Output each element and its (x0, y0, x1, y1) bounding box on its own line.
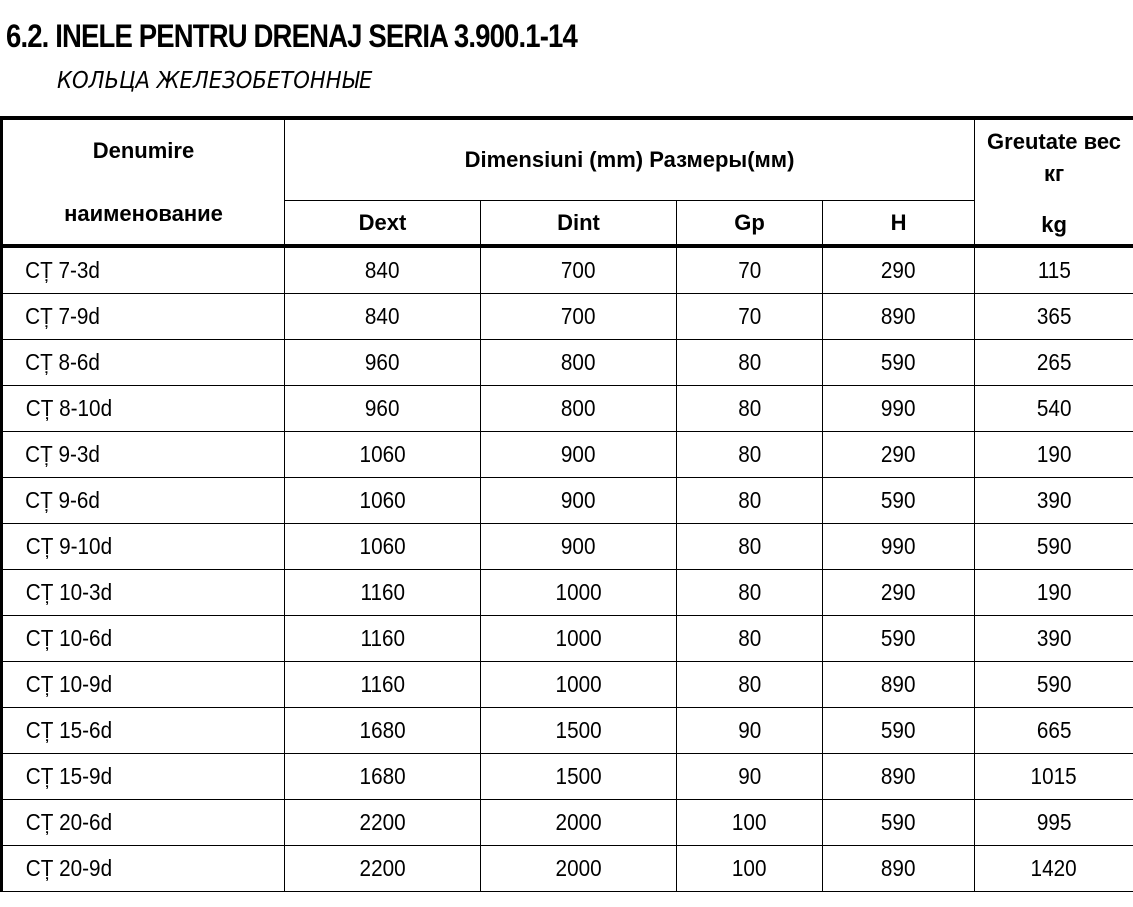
cell-h (823, 662, 975, 708)
cell-h-text: 290 (881, 579, 916, 605)
cell-name (2, 616, 285, 662)
cell-dext-text: 1160 (360, 579, 405, 605)
cell-h-text: 590 (881, 487, 916, 513)
cell-name-text: CȚ 20-9d (25, 855, 113, 881)
cell-dext-text: 2200 (359, 809, 406, 835)
cell-weight-text: 390 (1036, 487, 1072, 513)
cell-gp (677, 800, 823, 846)
cell-h-text: 590 (881, 809, 916, 835)
cell-gp-text: 80 (737, 349, 762, 375)
cell-gp-text: 80 (737, 441, 762, 467)
cell-name (2, 570, 285, 616)
cell-dext (285, 246, 481, 294)
cell-weight (975, 386, 1133, 432)
table-row (2, 478, 1133, 524)
header-h: H (823, 201, 975, 247)
cell-h-text: 590 (881, 625, 916, 651)
cell-h (823, 246, 975, 294)
cell-h (823, 754, 975, 800)
cell-gp (677, 294, 823, 340)
cell-dext (285, 754, 481, 800)
cell-gp-text: 70 (737, 257, 762, 283)
cell-gp-text: 70 (737, 303, 762, 329)
cell-name (2, 708, 285, 754)
cell-dext (285, 708, 481, 754)
cell-dint (481, 662, 677, 708)
cell-dext (285, 524, 481, 570)
cell-gp (677, 524, 823, 570)
cell-dext (285, 478, 481, 524)
cell-gp (677, 754, 823, 800)
cell-dint-text: 1000 (555, 671, 602, 697)
cell-gp (677, 708, 823, 754)
cell-name-text: CȚ 7-3d (25, 257, 100, 283)
cell-name-text: CȚ 10-3d (25, 579, 113, 605)
cell-weight (975, 616, 1133, 662)
cell-name-text: CȚ 9-6d (25, 487, 100, 513)
table-row (2, 340, 1133, 386)
table-row (2, 800, 1133, 846)
table-row (2, 432, 1133, 478)
cell-dext-text: 960 (365, 349, 400, 375)
table-body (2, 118, 1133, 892)
cell-dint-text: 1500 (555, 763, 602, 789)
cell-weight (975, 754, 1133, 800)
cell-dext (285, 570, 481, 616)
cell-h (823, 294, 975, 340)
cell-dint-text: 700 (561, 257, 596, 283)
cell-name (2, 340, 285, 386)
cell-dint-text: 900 (561, 441, 596, 467)
cell-gp (677, 246, 823, 294)
cell-dint (481, 800, 677, 846)
cell-dint (481, 616, 677, 662)
cell-dint (481, 570, 677, 616)
cell-gp (677, 432, 823, 478)
cell-dint-text: 900 (561, 533, 596, 559)
cell-h (823, 478, 975, 524)
cell-h-text: 890 (881, 855, 916, 881)
cell-gp-text: 80 (737, 487, 762, 513)
cell-weight-text: 190 (1036, 579, 1072, 605)
cell-dint (481, 708, 677, 754)
cell-h-text: 590 (881, 349, 916, 375)
cell-weight-text: 390 (1036, 625, 1072, 651)
cell-name-text: CȚ 10-9d (25, 671, 113, 697)
cell-weight-text: 190 (1036, 441, 1072, 467)
cell-weight (975, 340, 1133, 386)
cell-weight-text: 590 (1036, 671, 1072, 697)
cell-dext-text: 1060 (359, 487, 406, 513)
cell-dint-text: 2000 (555, 855, 602, 881)
cell-gp-text: 80 (737, 395, 762, 421)
cell-name (2, 524, 285, 570)
cell-name-text: CȚ 8-10d (25, 395, 113, 421)
cell-h (823, 616, 975, 662)
cell-gp-text: 80 (737, 671, 762, 697)
cell-h (823, 524, 975, 570)
table-row (2, 294, 1133, 340)
cell-dint (481, 386, 677, 432)
cell-weight (975, 524, 1133, 570)
cell-dint-text: 700 (561, 303, 596, 329)
header-dext: Dext (285, 201, 481, 247)
cell-dext-text: 1680 (359, 763, 406, 789)
cell-gp (677, 570, 823, 616)
table-row (2, 386, 1133, 432)
header-gp: Gp (677, 201, 823, 247)
cell-dint-text: 1500 (555, 717, 602, 743)
cell-weight (975, 246, 1133, 294)
cell-h-text: 290 (881, 257, 916, 283)
cell-weight (975, 800, 1133, 846)
cell-gp (677, 340, 823, 386)
cell-name (2, 800, 285, 846)
cell-name (2, 846, 285, 892)
table-row (2, 846, 1133, 892)
cell-name (2, 754, 285, 800)
cell-weight-text: 1015 (1031, 763, 1078, 789)
cell-name-text: CȚ 7-9d (25, 303, 100, 329)
cell-weight-text: 115 (1037, 257, 1071, 283)
cell-gp-text: 90 (737, 717, 762, 743)
cell-dext (285, 662, 481, 708)
table-row (2, 524, 1133, 570)
cell-h (823, 386, 975, 432)
cell-h (823, 340, 975, 386)
cell-dext-text: 1060 (359, 441, 406, 467)
header-weight-unit: kg (1041, 212, 1067, 237)
header-row-top (2, 118, 1133, 201)
rings-table (0, 116, 1133, 892)
cell-h-text: 590 (881, 717, 916, 743)
cell-name (2, 246, 285, 294)
cell-h (823, 708, 975, 754)
cell-dext (285, 294, 481, 340)
cell-weight (975, 294, 1133, 340)
cell-h (823, 570, 975, 616)
cell-name-text: CȚ 15-6d (25, 717, 113, 743)
cell-weight (975, 662, 1133, 708)
cell-dint (481, 524, 677, 570)
cell-dint-text: 1000 (555, 579, 602, 605)
cell-dint (481, 340, 677, 386)
cell-dext-text: 1060 (359, 533, 406, 559)
cell-dint (481, 294, 677, 340)
cell-h-text: 990 (881, 395, 916, 421)
cell-weight (975, 478, 1133, 524)
cell-name (2, 294, 285, 340)
cell-dext-text: 1160 (360, 671, 405, 697)
cell-dint-text: 2000 (555, 809, 602, 835)
cell-dext (285, 616, 481, 662)
header-denumire-ro: Denumire (92, 137, 195, 163)
cell-h-text: 890 (881, 671, 916, 697)
cell-weight (975, 708, 1133, 754)
cell-name-text: CȚ 10-6d (25, 625, 113, 651)
cell-gp (677, 846, 823, 892)
cell-dext-text: 2200 (359, 855, 406, 881)
cell-gp-text: 80 (737, 625, 762, 651)
cell-dext (285, 386, 481, 432)
table-row (2, 570, 1133, 616)
cell-h-text: 890 (881, 303, 916, 329)
cell-name (2, 432, 285, 478)
header-weight-label: Greutate вес кг (987, 129, 1122, 186)
cell-dint (481, 478, 677, 524)
cell-dext-text: 840 (365, 257, 400, 283)
table-row (2, 708, 1133, 754)
cell-name (2, 386, 285, 432)
header-dint: Dint (481, 201, 677, 247)
cell-name (2, 478, 285, 524)
cell-h (823, 432, 975, 478)
cell-weight-text: 365 (1036, 303, 1072, 329)
header-denumire-ru: наименование (64, 200, 223, 226)
cell-weight-text: 665 (1036, 717, 1072, 743)
cell-name-text: CȚ 8-6d (25, 349, 100, 375)
cell-weight-text: 265 (1036, 349, 1072, 375)
cell-dext (285, 432, 481, 478)
cell-name-text: CȚ 15-9d (25, 763, 113, 789)
cell-weight (975, 570, 1133, 616)
header-denumire (2, 118, 285, 246)
cell-dint (481, 432, 677, 478)
cell-weight (975, 432, 1133, 478)
cell-dext-text: 1680 (359, 717, 406, 743)
cell-dint-text: 800 (561, 395, 596, 421)
cell-name-text: CȚ 20-6d (25, 809, 113, 835)
table-row (2, 246, 1133, 294)
header-dimensions: Dimensiuni (mm) Размеры(мм) (285, 118, 975, 201)
cell-weight-text: 995 (1036, 809, 1072, 835)
cell-weight-text: 590 (1036, 533, 1072, 559)
cell-dext (285, 340, 481, 386)
cell-gp (677, 386, 823, 432)
table-row (2, 662, 1133, 708)
table-row (2, 616, 1133, 662)
cell-gp-text: 90 (737, 763, 762, 789)
cell-weight-text: 1420 (1031, 855, 1078, 881)
cell-dint-text: 800 (561, 349, 596, 375)
cell-dext-text: 1160 (360, 625, 405, 651)
cell-weight-text: 540 (1036, 395, 1072, 421)
cell-h-text: 890 (881, 763, 916, 789)
cell-name (2, 662, 285, 708)
cell-weight (975, 846, 1133, 892)
cell-gp (677, 662, 823, 708)
cell-dint (481, 846, 677, 892)
cell-dext (285, 846, 481, 892)
cell-name-text: CȚ 9-10d (25, 533, 113, 559)
header-weight (975, 118, 1133, 246)
cell-dext-text: 840 (365, 303, 400, 329)
cell-gp (677, 616, 823, 662)
cell-name-text: CȚ 9-3d (25, 441, 100, 467)
cell-dint (481, 246, 677, 294)
page-subtitle: КОЛЬЦА ЖЕЛЕЗОБЕТОННЫЕ (57, 68, 373, 94)
cell-h-text: 990 (881, 533, 916, 559)
cell-dext (285, 800, 481, 846)
cell-h (823, 846, 975, 892)
cell-dint (481, 754, 677, 800)
cell-gp-text: 100 (732, 855, 767, 881)
cell-gp (677, 478, 823, 524)
cell-h-text: 290 (881, 441, 916, 467)
cell-gp-text: 100 (732, 809, 767, 835)
cell-dext-text: 960 (365, 395, 400, 421)
table-row (2, 754, 1133, 800)
cell-dint-text: 900 (561, 487, 596, 513)
page-title: 6.2. INELE PENTRU DRENAJ SERIA 3.900.1-14 (6, 18, 577, 54)
cell-gp-text: 80 (737, 533, 762, 559)
cell-h (823, 800, 975, 846)
cell-gp-text: 80 (737, 579, 762, 605)
cell-dint-text: 1000 (555, 625, 602, 651)
